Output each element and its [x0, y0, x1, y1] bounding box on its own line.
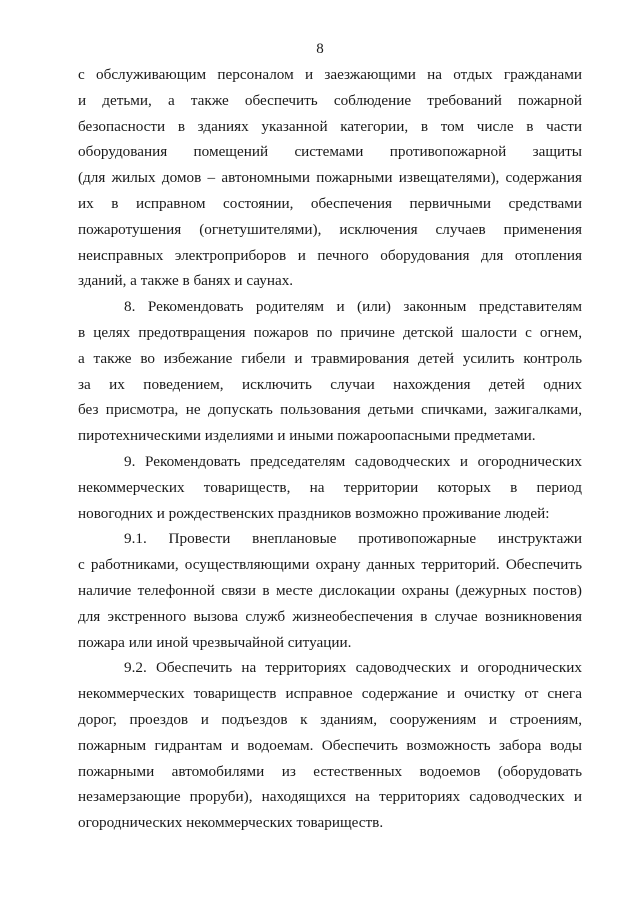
- paragraph-item-8: [78, 294, 582, 449]
- text-line: неисправных электроприборов и печного оборудования для отопления: [78, 246, 582, 264]
- paragraph-item-9: [78, 449, 582, 526]
- text-line: некоммерческих товариществ, на территории которых в период: [78, 478, 582, 496]
- text-line: дорог, проездов и подъездов к зданиям, сооружениям и строениям,: [78, 710, 582, 728]
- text-line: новогодних и рождественских праздников возможно проживание людей:: [78, 504, 550, 522]
- text-line: с обслуживающим персоналом и заезжающими на отдых гражданами: [78, 66, 582, 83]
- text-line: зданий, а также в банях и саунах.: [78, 272, 294, 290]
- text-line: некоммерческих товариществ исправное содержание и очистку от снега: [78, 685, 582, 703]
- paragraph-item-9-1: [78, 526, 582, 655]
- text-line: для экстренного вызова служб жизнеобеспечения в случае возникновения: [78, 607, 582, 625]
- text-line: наличие телефонной связи в месте дислокации охраны (дежурных постов): [78, 581, 582, 599]
- text-line: 9. Рекомендовать председателям садоводческих и огороднических: [124, 452, 582, 470]
- text-line: с работниками, осуществляющими охрану данных территорий. Обеспечить: [78, 556, 582, 574]
- paragraph-continuation: [78, 62, 582, 294]
- text-line: 8. Рекомендовать родителям и (или) законным представителям: [124, 298, 582, 316]
- text-line: 9.2. Обеспечить на территориях садоводческих и огороднических: [124, 659, 582, 677]
- document-body: [78, 62, 582, 836]
- text-line: их в исправном состоянии, обеспечения первичными средствами: [78, 194, 582, 212]
- text-line: а также во избежание гибели и травмирования детей усилить контроль: [78, 349, 582, 367]
- text-line: оборудования помещений системами противопожарной защиты: [78, 143, 582, 161]
- text-line: (для жилых домов – автономными пожарными извещателями), содержания: [78, 169, 582, 187]
- text-line: пожара или иной чрезвычайной ситуации.: [78, 633, 352, 651]
- text-line: пожарным гидрантам и водоемам. Обеспечить возможность забора воды: [78, 736, 582, 754]
- text-line: и детьми, а также обеспечить соблюдение требований пожарной: [78, 91, 582, 109]
- text-line: в целях предотвращения пожаров по причине детской шалости с огнем,: [78, 323, 582, 341]
- text-line: за их поведением, исключить случаи нахождения детей одних: [78, 375, 582, 393]
- text-line: пожаротушения (огнетушителями), исключения случаев применения: [78, 220, 582, 238]
- text-line: пожарными автомобилями из естественных водоемов (оборудовать: [78, 762, 582, 780]
- text-line: 9.1. Провести внеплановые противопожарные инструктажи: [124, 530, 582, 548]
- text-line: огороднических некоммерческих товариществ.: [78, 814, 384, 832]
- text-line: пиротехническими изделиями и иными пожароопасными предметами.: [78, 427, 536, 445]
- text-line: незамерзающие проруби), находящихся на территориях садоводческих и: [78, 788, 582, 806]
- text-line: безопасности в зданиях указанной категории, в том числе в части: [78, 117, 582, 135]
- page-number: 8: [316, 41, 324, 57]
- paragraph-item-9-2: [78, 655, 582, 836]
- text-line: без присмотра, не допускать пользования детьми спичками, зажигалками,: [78, 401, 582, 419]
